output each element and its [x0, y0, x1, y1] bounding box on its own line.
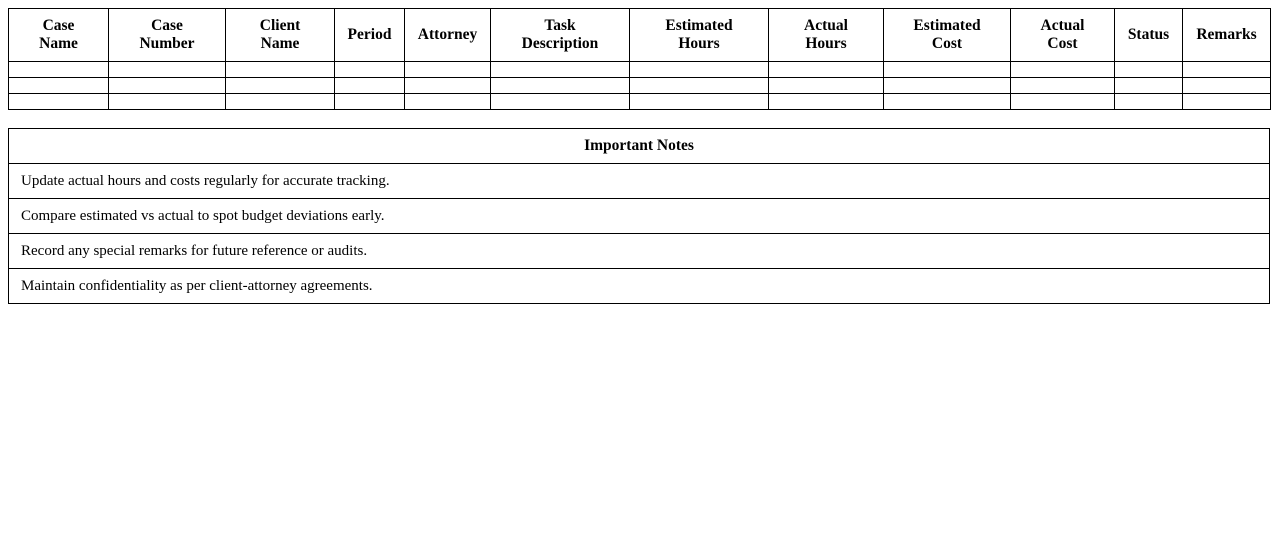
table-cell[interactable]	[1115, 94, 1183, 110]
table-cell[interactable]	[405, 62, 491, 78]
note-row	[9, 199, 1270, 234]
table-cell[interactable]	[491, 94, 630, 110]
column-header	[109, 9, 226, 62]
column-header	[491, 9, 630, 62]
table-cell[interactable]	[491, 62, 630, 78]
column-header-text: Estimated	[913, 17, 981, 34]
column-header	[226, 9, 335, 62]
table-cell[interactable]	[109, 78, 226, 94]
notes-header-row	[9, 129, 1270, 164]
table-cell[interactable]	[884, 94, 1011, 110]
table-cell[interactable]	[335, 62, 405, 78]
table-cell[interactable]	[1183, 94, 1271, 110]
table-cell[interactable]	[884, 62, 1011, 78]
table-row	[9, 78, 1271, 94]
column-header-text: Period	[347, 26, 392, 43]
important-notes-table	[8, 128, 1270, 304]
table-cell[interactable]	[9, 94, 109, 110]
column-header-text: Task	[544, 17, 576, 34]
column-header-text: Attorney	[417, 26, 478, 43]
column-header-text: Number	[139, 35, 195, 52]
column-header-text: Description	[521, 35, 599, 52]
table-row	[9, 62, 1271, 78]
notes-body	[9, 164, 1270, 304]
note-text: Update actual hours and costs regularly for accurate tracking.	[9, 164, 1270, 199]
table-cell[interactable]	[405, 94, 491, 110]
table-row	[9, 94, 1271, 110]
table-cell[interactable]	[109, 94, 226, 110]
column-header-text: Client	[259, 17, 301, 34]
table-cell[interactable]	[109, 62, 226, 78]
note-text: Compare estimated vs actual to spot budget deviations early.	[9, 199, 1270, 234]
table-cell[interactable]	[1183, 62, 1271, 78]
column-header	[335, 9, 405, 62]
table-cell[interactable]	[769, 62, 884, 78]
table-cell[interactable]	[630, 62, 769, 78]
table-cell[interactable]	[9, 78, 109, 94]
table-cell[interactable]	[1183, 78, 1271, 94]
table-cell[interactable]	[226, 62, 335, 78]
table-cell[interactable]	[335, 94, 405, 110]
table-cell[interactable]	[884, 78, 1011, 94]
column-header	[630, 9, 769, 62]
table-cell[interactable]	[1011, 94, 1115, 110]
column-header-text: Case	[42, 17, 75, 34]
table-cell[interactable]	[630, 94, 769, 110]
case-tracking-table	[8, 8, 1271, 110]
column-header-text: Name	[39, 35, 78, 52]
column-header	[884, 9, 1011, 62]
table-header-row	[9, 9, 1271, 62]
table-cell[interactable]	[226, 94, 335, 110]
table-cell[interactable]	[9, 62, 109, 78]
note-text: Maintain confidentiality as per client-attorney agreements.	[9, 269, 1270, 304]
note-row	[9, 234, 1270, 269]
note-row	[9, 164, 1270, 199]
column-header	[769, 9, 884, 62]
table-cell[interactable]	[226, 78, 335, 94]
note-row	[9, 269, 1270, 304]
note-text: Record any special remarks for future reference or audits.	[9, 234, 1270, 269]
table-cell[interactable]	[1115, 78, 1183, 94]
column-header	[1183, 9, 1271, 62]
table-cell[interactable]	[769, 94, 884, 110]
column-header	[405, 9, 491, 62]
table-cell[interactable]	[630, 78, 769, 94]
column-header-text: Estimated	[665, 17, 733, 34]
column-header	[9, 9, 109, 62]
table-body	[9, 62, 1271, 110]
column-header-text: Actual	[804, 17, 848, 34]
column-header-text: Case	[151, 17, 183, 34]
column-header	[1011, 9, 1115, 62]
column-header	[1115, 9, 1183, 62]
column-header-text: Status	[1127, 26, 1170, 43]
table-cell[interactable]	[335, 78, 405, 94]
table-cell[interactable]	[1011, 62, 1115, 78]
column-header-text: Actual	[1040, 17, 1085, 34]
table-cell[interactable]	[769, 78, 884, 94]
column-header-text: Remarks	[1196, 26, 1257, 43]
column-header-text: Hours	[805, 35, 847, 52]
column-header-text: Name	[260, 35, 300, 52]
column-header-text: Cost	[931, 35, 963, 52]
table-cell[interactable]	[1115, 62, 1183, 78]
table-cell[interactable]	[1011, 78, 1115, 94]
column-header-text: Hours	[678, 35, 720, 52]
notes-title: Important Notes	[9, 129, 1270, 164]
column-header-text: Cost	[1047, 35, 1078, 52]
table-cell[interactable]	[405, 78, 491, 94]
table-cell[interactable]	[491, 78, 630, 94]
page-content	[8, 8, 1270, 304]
